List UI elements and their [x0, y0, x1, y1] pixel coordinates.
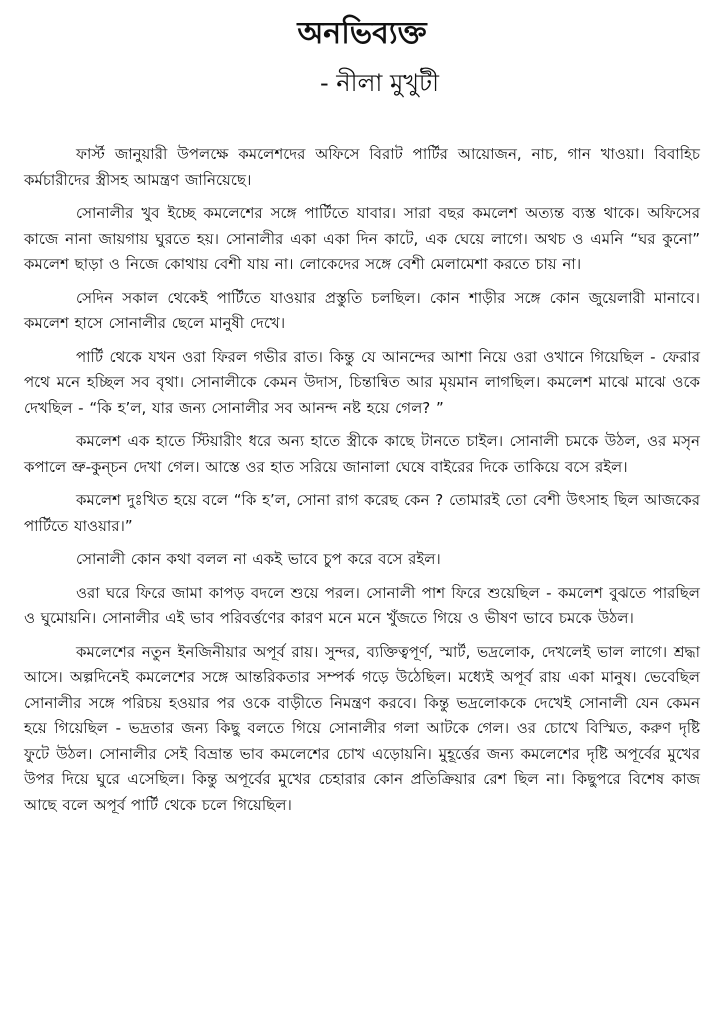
- paragraph-1: ফার্স্ট জানুয়ারী উপলক্ষে কমলেশদের অফিসে বিরাট পার্টির আয়োজন, নাচ, গান খাওয়া। বিবাহিচ কর্মচারীদের স্ত্রীসহ আমন্ত্রণ জানিয়েছে।: [24, 145, 700, 189]
- paragraph-5: কমলেশ এক হাতে স্টিয়ারীং ধরে অন্য হাতে স্ত্রীকে কাছে টানতে চাইল। সোনালী চমকে উঠল, ওর মসৃন কপালে ভ্রু-কুন্চন দেখা গেল। আস্তে ওর হাত সরিয়ে জানালা ঘেষে বাইরের দিকে তাকিয়ে বসে রইল।: [24, 432, 700, 476]
- story-body: [24, 142, 700, 826]
- paragraph-2: সোনালীর খুব ইচ্ছে কমলেশের সঙ্গে পার্টিতে যাবার। সারা বছর কমলেশ অত্যন্ত ব্যস্ত থাকে। অফিসের কাজে নানা জায়গায় ঘুরতে হয়। সোনালীর একা একা দিন কাটে, এক ঘেয়ে লাগে। অথচ ও এমনি “ঘর কুনো” কমলেশ ছাড়া ও নিজে কোথায় বেশী যায় না। লোকেদের সঙ্গে বেশী মেলামেশা করতে চায় না।: [24, 204, 700, 273]
- paragraph-4: পার্টি থেকে যখন ওরা ফিরল গভীর রাত। কিন্তু যে আনন্দের আশা নিয়ে ওরা ওখানে গিয়েছিল - ফেরার পথে মনে হচ্ছিল সব বৃথা। সোনালীকে কেমন উদাস, চিন্তান্বিত আর মৃয়মান লাগছিল। কমলেশ মাঝে মাঝে ওকে দেখছিল - “কি হ’ল, যার জন্য সোনালীর সব আনন্দ নষ্ট হয়ে গেল? ”: [24, 347, 700, 417]
- paragraph-6: কমলেশ দুঃখিত হয়ে বলে “কি হ’ল, সোনা রাগ করেছ কেন ? তোমারই তো বেশী উৎসাহ ছিল আজকের পার্টিতে যাওয়ার।”: [24, 491, 700, 535]
- story-title: অনভিব্যক্ত: [297, 16, 427, 51]
- paragraph-8: ওরা ঘরে ফিরে জামা কাপড় বদলে শুয়ে পরল। সোনালী পাশ ফিরে শুয়েছিল - কমলেশ বুঝতে পারছিল ও ঘুমোয়নি। সোনালীর এই ভাব পরিবর্ত্তণের কারণ মনে মনে খুঁজতে গিয়ে ও ভীষণ ভাবে চমকে উঠল।: [24, 583, 700, 627]
- paragraph-9: কমলেশের নতুন ইনজিনীয়ার অপূর্ব রায়। সুন্দর, ব্যক্তিত্বপূর্ণ, স্মার্ট, ভদ্রলোক, দেখলেই ভাল লাগে। শ্রদ্ধা আসে। অল্পদিনেই কমলেশের সঙ্গে আন্তরিকতার সম্পর্ক গড়ে উঠেছিল। মধ্যেই অপূর্ব রায় একা মানুষ। ভেবেছিল সোনালীর সঙ্গে পরিচয় হওয়ার পর ওকে বাড়ীতে নিমন্ত্রণ করবে। কিন্তু ভদ্রলোককে দেখেই সোনালী যেন কেমন হয়ে গিয়েছিল - ভদ্রতার জন্য কিছু বলতে গিয়ে সোনালীর গলা আটকে গেল। ওর চোখে বিস্মিত, করুণ দৃষ্টি ফুটে উঠল। সোনালীর সেই বিভ্রান্ত ভাব কমলেশের চোখ এড়োয়নি। মুহূর্ত্তের জন্য কমলেশের দৃষ্টি অপূর্বের মুখের উপর দিয়ে ঘুরে এসেছিল। কিন্তু অপূর্বের মুখের চেহারার কোন প্রতিক্রিয়ার রেশ ছিল না। কিছুপরে বিশেষ কাজ আছে বলে অপূর্ব পার্টি থেকে চলে গিয়েছিল।: [24, 642, 700, 814]
- author-name: - নীলা মুখুটী: [320, 69, 439, 97]
- paragraph-3: সেদিন সকাল থেকেই পার্টিতে যাওয়ার প্রস্তুতি চলছিল। কোন শাড়ীর সঙ্গে কোন জুয়েলারী মানাবে। কমলেশ হাসে সোনালীর ছেলে মানুষী দেখে।: [24, 288, 700, 332]
- paragraph-7: সোনালী কোন কথা বলল না একই ভাবে চুপ করে বসে রইল।: [76, 550, 441, 568]
